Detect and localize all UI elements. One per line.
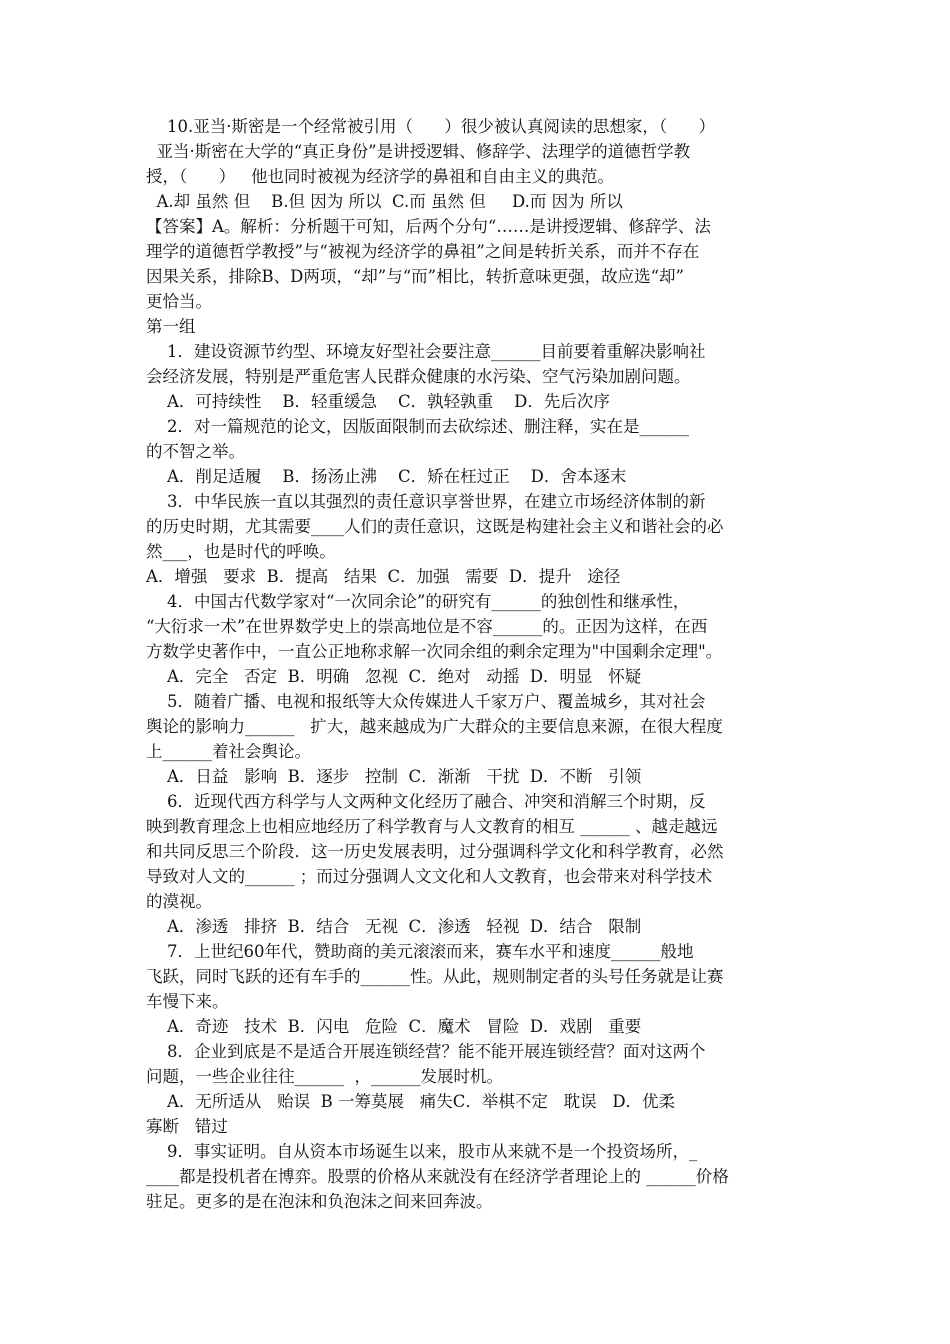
- text-line: 飞跃，同时飞跃的还有车手的______性。从此，规则制定者的头号任务就是让赛: [146, 967, 724, 986]
- text-line: 【答案】A。解析：分析题干可知，后两个分句“……是讲授逻辑、修辞学、法: [146, 217, 711, 236]
- text-line: 的历史时期，尤其需要____人们的责任意识，这既是构建社会主义和谐社会的必: [146, 517, 724, 536]
- text-line: 舆论的影响力______ 扩大，越来越成为广大群众的主要信息来源，在很大程度: [146, 717, 723, 736]
- text-line: A．完全 否定 B．明确 忽视 C．绝对 动摇 D．明显 怀疑: [146, 667, 642, 686]
- text-line: 和共同反思三个阶段．这一历史发展表明，过分强调科学文化和科学教育，必然: [146, 842, 724, 861]
- text-line: 映到教育理念上也相应地经历了科学教育与人文教育的相互 ______ 、越走越远: [146, 817, 718, 836]
- text-line: 1．建设资源节约型、环境友好型社会要注意______目前要着重解决影响社: [146, 342, 706, 361]
- text-line: 车慢下来。: [146, 992, 229, 1011]
- text-line: 更恰当。: [146, 292, 212, 311]
- text-line: 10.亚当·斯密是一个经常被引用（ ）很少被认真阅读的思想家，（ ）: [146, 117, 716, 136]
- text-line: 2．对一篇规范的论文，因版面限制而去砍综述、删注释，实在是______: [146, 417, 689, 436]
- text-line: 然___，也是时代的呼唤。: [146, 542, 336, 561]
- text-line: 第一组: [146, 317, 196, 336]
- text-line: “大衍求一术”在世界数学史上的崇高地位是不容______的。正因为这样，在西: [146, 617, 708, 636]
- text-line: A．日益 影响 B．逐步 控制 C．渐渐 干扰 D．不断 引领: [146, 767, 642, 786]
- text-line: A．可持续性 B．轻重缓急 C．孰轻孰重 D．先后次序: [146, 392, 610, 411]
- text-line: 授，（ ） 他也同时被视为经济学的鼻祖和自由主义的典范。: [146, 167, 614, 186]
- text-line: A．渗透 排挤 B．结合 无视 C．渗透 轻视 D．结合 限制: [146, 917, 642, 936]
- text-line: 因果关系，排除B、D两项，“却”与“而”相比，转折意味更强，故应选“却”: [146, 267, 684, 286]
- text-line: A．奇迹 技术 B．闪电 危险 C．魔术 冒险 D．戏剧 重要: [146, 1017, 642, 1036]
- text-line: 的不智之举。: [146, 442, 245, 461]
- text-line: 上______着社会舆论。: [146, 742, 311, 761]
- text-line: 寡断 错过: [146, 1117, 228, 1136]
- text-line: 7．上世纪60年代，赞助商的美元滚滚而来，赛车水平和速度______般地: [146, 942, 694, 961]
- text-line: 导致对人文的______ ；而过分强调人文文化和人文教育，也会带来对科学技术: [146, 867, 713, 886]
- text-line: ____都是投机者在博弈。股票的价格从来就没有在经济学者理论上的 ______价格: [146, 1167, 729, 1186]
- text-line: 的漠视。: [146, 892, 212, 911]
- text-line: A．无所适从 贻误 B 一筹莫展 痛失C．举棋不定 耽误 D．优柔: [146, 1092, 676, 1111]
- text-line: A．增强 要求 B．提高 结果 C．加强 需要 D．提升 途径: [146, 567, 621, 586]
- text-line: 6．近现代西方科学与人文两种文化经历了融合、冲突和消解三个时期，反: [146, 792, 706, 811]
- text-line: A．削足适履 B．扬汤止沸 C．矫在枉过正 D．舍本逐末: [146, 467, 627, 486]
- text-line: 方数学史著作中，一直公正地称求解一次同余组的剩余定理为"中国剩余定理"。: [146, 642, 723, 661]
- text-line: 9．事实证明。自从资本市场诞生以来，股市从来就不是一个投资场所，_: [146, 1142, 698, 1161]
- text-line: 亚当·斯密在大学的“真正身份”是讲授逻辑、修辞学、法理学的道德哲学教: [146, 142, 691, 161]
- text-line: 8．企业到底是不是适合开展连锁经营？能不能开展连锁经营？面对这两个: [146, 1042, 706, 1061]
- text-line: A.却 虽然 但 B.但 因为 所以 C.而 虽然 但 D.而 因为 所以: [146, 192, 623, 211]
- text-line: 驻足。更多的是在泡沫和负泡沫之间来回奔波。: [146, 1192, 493, 1211]
- text-line: 4．中国古代数学家对“一次同余论”的研究有______的独创性和继承性，: [146, 592, 690, 611]
- document-page: [146, 114, 810, 1214]
- text-line: 3．中华民族一直以其强烈的责任意识享誉世界，在建立市场经济体制的新: [146, 492, 706, 511]
- text-line: 5．随着广播、电视和报纸等大众传媒进人千家万户、覆盖城乡，其对社会: [146, 692, 706, 711]
- text-line: 会经济发展，特别是严重危害人民群众健康的水污染、空气污染加剧问题。: [146, 367, 691, 386]
- text-line: 问题，一些企业往往______ ，______发展时机。: [146, 1067, 503, 1086]
- text-line: 理学的道德哲学教授”与“被视为经济学的鼻祖”之间是转折关系，而并不存在: [146, 242, 700, 261]
